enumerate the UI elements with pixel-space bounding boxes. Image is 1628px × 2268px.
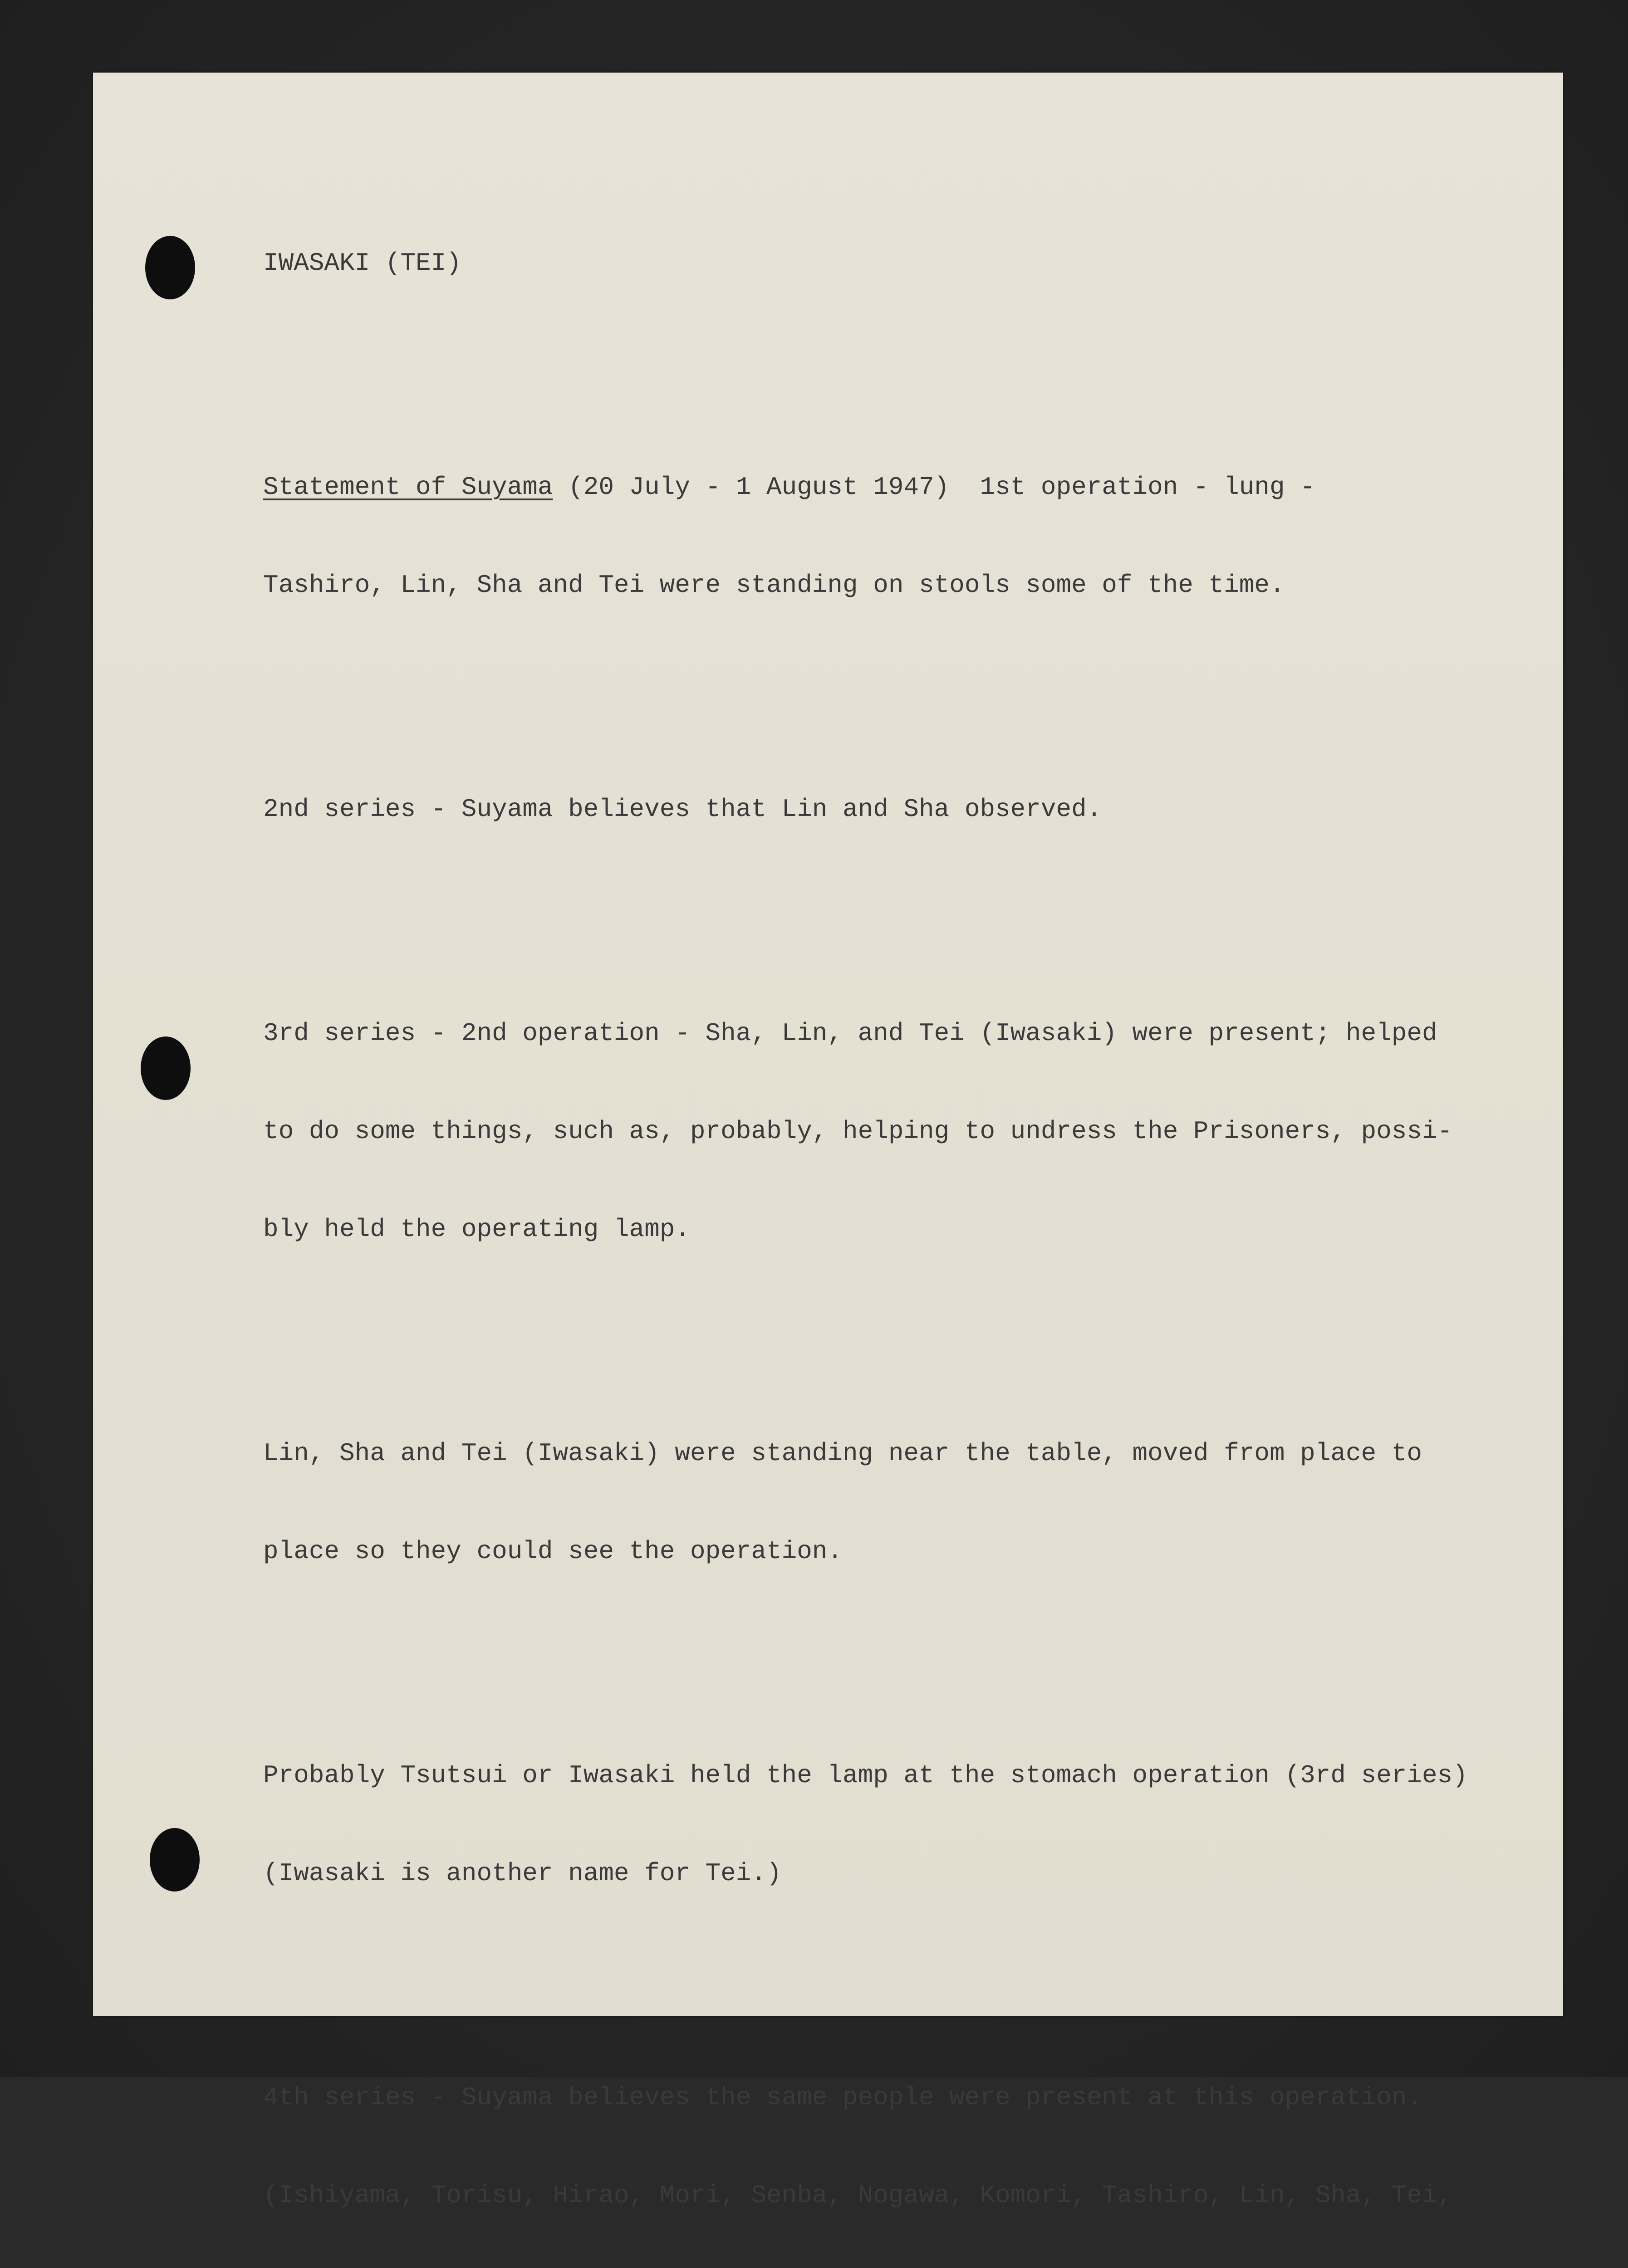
- paragraph-3-line-2: to do some things, such as, probably, helping to undress the Prisoners, possi-: [263, 1117, 1453, 1146]
- paragraph-3-line-3: bly held the operating lamp.: [263, 1215, 690, 1244]
- paragraph-1-line-1: [263, 471, 1488, 503]
- paragraph-2-line-1: 2nd series - Suyama believes that Lin and Sha observed.: [263, 795, 1102, 824]
- punch-hole-bottom: [150, 1828, 200, 1892]
- punch-hole-middle: [141, 1036, 191, 1100]
- paragraph-6-line-2: (Ishiyama, Torisu, Hirao, Mori, Senba, Nogawa, Komori, Tashiro, Lin, Sha, Tei,: [263, 2181, 1453, 2210]
- paragraph-1-line-1-rest: (20 July - 1 August 1947) 1st operation - lung -: [553, 473, 1315, 502]
- punch-hole-top: [145, 236, 195, 299]
- paragraph-5-line-1: Probably Tsutsui or Iwasaki held the lamp at the stomach operation (3rd series): [263, 1761, 1468, 1790]
- paragraph-3-line-1: 3rd series - 2nd operation - Sha, Lin, and Tei (Iwasaki) were present; helped: [263, 1019, 1437, 1048]
- paragraph-1-line-2: Tashiro, Lin, Sha and Tei were standing on stools some of the time.: [263, 571, 1285, 600]
- document-heading: IWASAKI (TEI): [263, 249, 461, 278]
- typed-text-body: [263, 181, 1488, 2268]
- paragraph-4-line-2: place so they could see the operation.: [263, 1537, 843, 1566]
- paragraph-5-line-2: (Iwasaki is another name for Tei.): [263, 1859, 782, 1888]
- statement-title: Statement of Suyama: [263, 473, 553, 502]
- paragraph-4-line-1: Lin, Sha and Tei (Iwasaki) were standing near the table, moved from place to: [263, 1439, 1422, 1468]
- paragraph-6-line-1: 4th series - Suyama believes the same people were present at this operation.: [263, 2083, 1422, 2112]
